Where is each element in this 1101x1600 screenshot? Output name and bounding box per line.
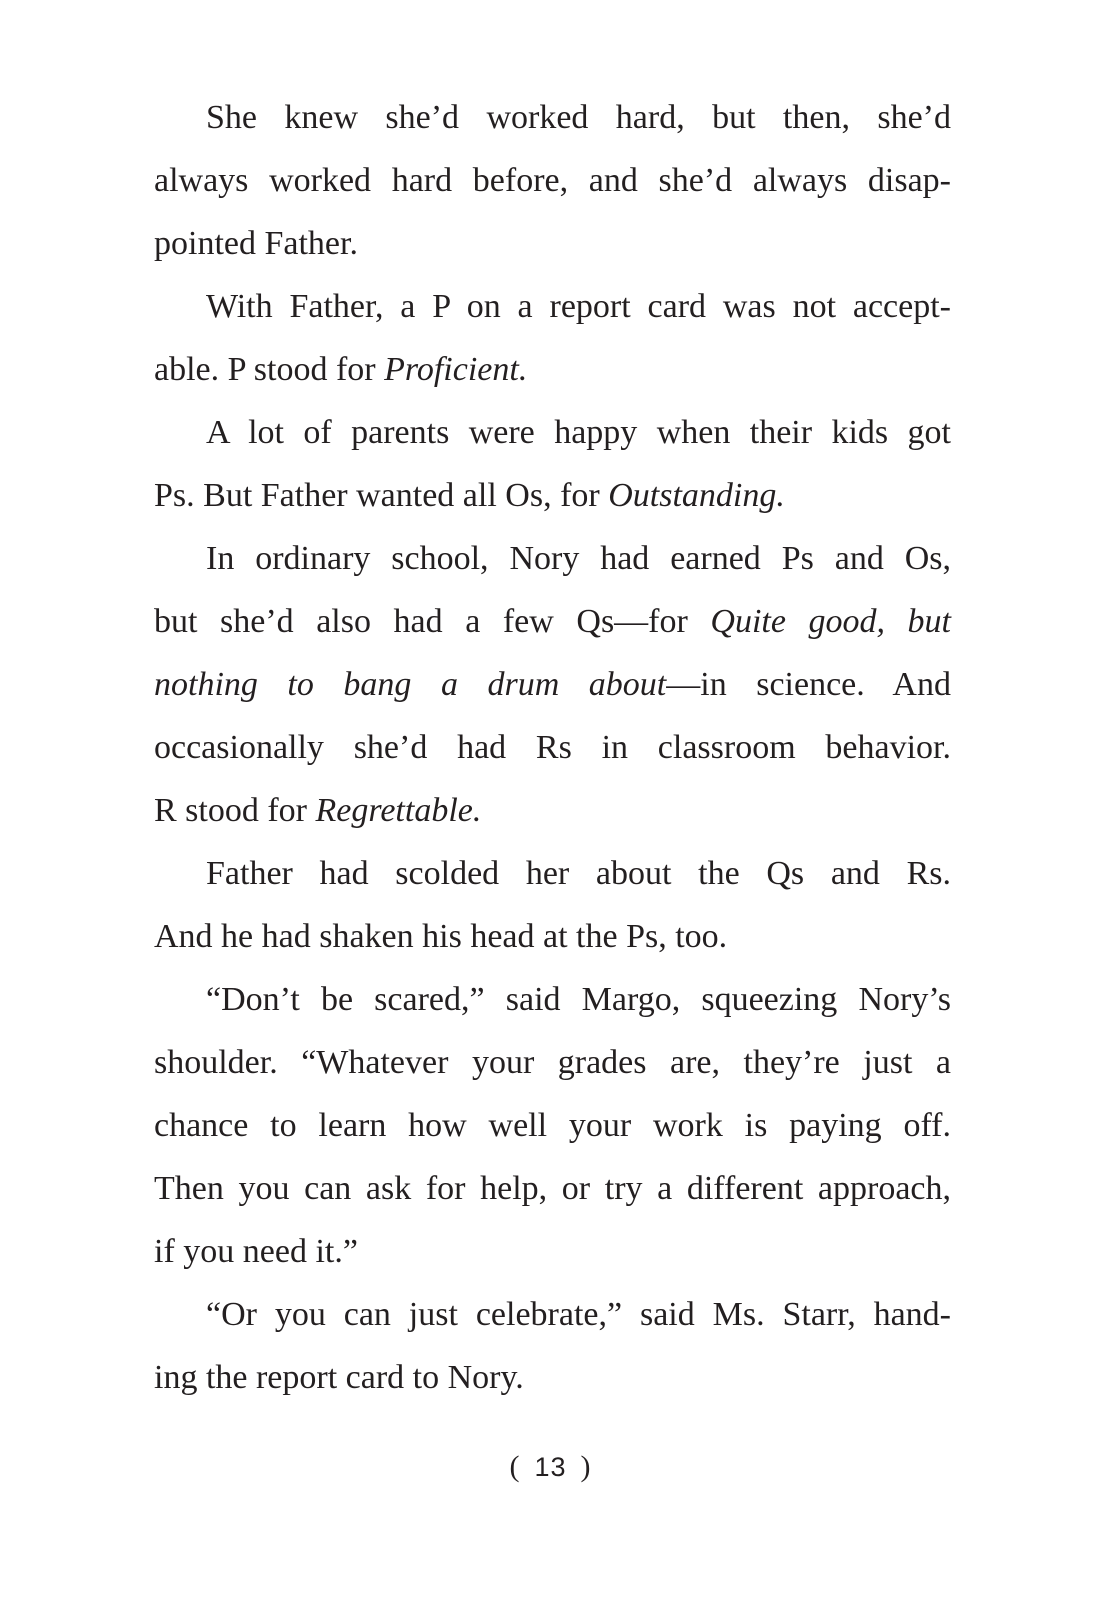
text-line [154, 653, 951, 716]
text-line [154, 1220, 951, 1283]
italic-text: Quite good, but [710, 603, 952, 640]
text-line [154, 338, 951, 401]
text-segment: In ordinary school, Nory had earned Ps and Os, [206, 540, 951, 577]
text-segment: She knew she’d worked hard, but then, she’d [206, 99, 951, 136]
italic-text: Regrettable. [315, 792, 482, 829]
text-line [154, 590, 951, 653]
text-segment: Then you can ask for help, or try a different approach, [154, 1170, 951, 1207]
text-segment: occasionally she’d had Rs in classroom behavior. [154, 729, 951, 766]
text-segment: A lot of parents were happy when their kids got [206, 414, 951, 451]
text-line [154, 212, 951, 275]
text-line [154, 1157, 951, 1220]
text-segment: R stood for [154, 792, 316, 829]
text-line [154, 527, 951, 590]
page-number-close-paren: ) [580, 1450, 592, 1483]
text-segment: “Or you can just celebrate,” said Ms. Starr, hand- [206, 1296, 951, 1333]
text-line [154, 149, 951, 212]
text-segment: chance to learn how well your work is paying off. [154, 1107, 951, 1144]
text-segment: With Father, a P on a report card was not accept- [206, 288, 951, 325]
text-line [154, 779, 951, 842]
text-line [154, 86, 951, 149]
text-line [154, 905, 951, 968]
text-segment: —in science. And [666, 666, 951, 703]
text-line [154, 842, 951, 905]
text-segment: Ps. But Father wanted all Os, for [154, 477, 609, 514]
text-segment: always worked hard before, and she’d always disap- [154, 162, 951, 199]
text-segment: “Don’t be scared,” said Margo, squeezing Nory’s [206, 981, 951, 1018]
page-number-open-paren: ( [509, 1450, 521, 1483]
text-line [154, 401, 951, 464]
text-line [154, 1094, 951, 1157]
text-segment: pointed Father. [154, 225, 358, 262]
text-line [154, 968, 951, 1031]
page-number [0, 1450, 1101, 1484]
text-line [154, 1031, 951, 1094]
text-segment: Father had scolded her about the Qs and Rs. [206, 855, 951, 892]
page-number-value: 13 [534, 1452, 567, 1482]
text-segment: ing the report card to Nory. [154, 1359, 524, 1396]
italic-text: Proficient. [384, 351, 528, 388]
text-line [154, 716, 951, 779]
text-segment: able. P stood for [154, 351, 385, 388]
text-segment: if you need it.” [154, 1233, 358, 1270]
text-line [154, 275, 951, 338]
body-text [154, 86, 951, 1409]
text-segment: And he had shaken his head at the Ps, too. [154, 918, 728, 955]
text-segment: shoulder. “Whatever your grades are, they’re just a [154, 1044, 951, 1081]
text-line [154, 1283, 951, 1346]
italic-text: nothing to bang a drum about [154, 666, 667, 703]
text-line [154, 1346, 951, 1409]
italic-text: Outstanding. [608, 477, 785, 514]
text-line [154, 464, 951, 527]
text-segment: but she’d also had a few Qs—for [154, 603, 711, 640]
